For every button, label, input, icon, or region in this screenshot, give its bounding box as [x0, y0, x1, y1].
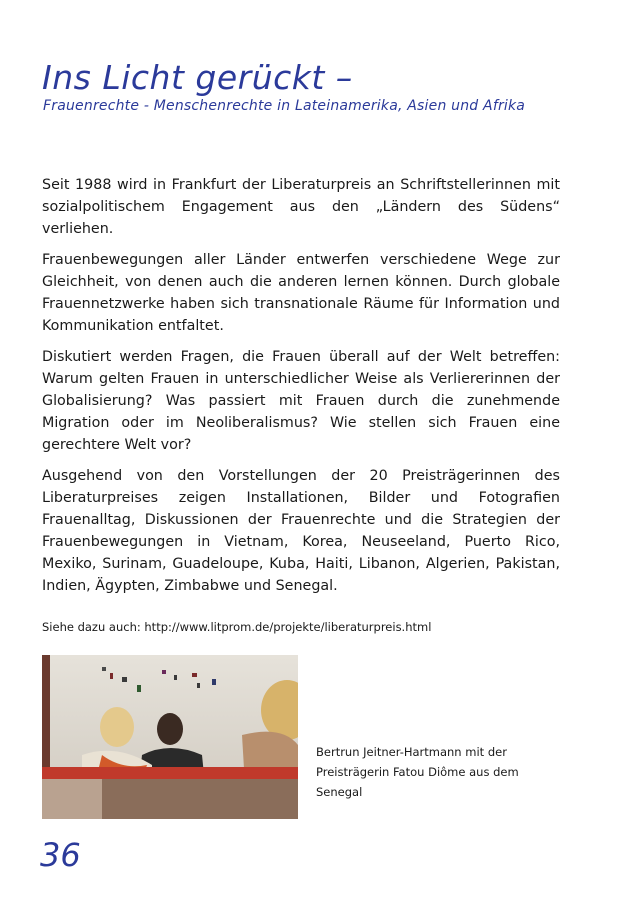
paragraph: Ausgehend von den Vorstellungen der 20 Preisträgerinnen des Liberaturpreises zeigen Installationen, Bilder und Fotografien Frauenalltag, Diskussionen der Frauenrechte und die Strategien der Frauenbewegungen in Vietnam, Korea, Neuseeland, Puerto Rico, Mexiko, Surinam, Guadeloupe, Kuba, Haiti, Libanon, Algerien, Pakistan, Indien, Ägypten, Zimbabwe und Senegal.: [42, 468, 560, 594]
reference-link-note: Siehe dazu auch: http://www.litprom.de/projekte/liberaturpreis.html: [42, 620, 432, 634]
body-text: [42, 174, 560, 606]
paragraph: Seit 1988 wird in Frankfurt der Liberaturpreis an Schriftstellerinnen mit sozialpolitischem Engagement aus den „Ländern des Südens“ verliehen.: [42, 177, 560, 237]
paragraph: Diskutiert werden Fragen, die Frauen überall auf der Welt betreffen: Warum gelten Frauen in unterschiedlicher Weise als Verliererinnen der Globalisierung? Was passiert mit Frauen durch die zunehmende Migration oder im Neoliberalismus? Wie stellen sich Frauen eine gerechtere Welt vor?: [42, 349, 560, 453]
page-number: 36: [40, 836, 81, 874]
photo-illustration: [42, 655, 298, 819]
photo-caption: Bertrun Jeitner-Hartmann mit der Preisträgerin Fatou Diôme aus dem Senegal: [316, 745, 519, 799]
page-subtitle: Frauenrechte - Menschenrechte in Lateinamerika, Asien und Afrika: [43, 98, 526, 114]
event-photo: [42, 655, 298, 819]
paragraph: Frauenbewegungen aller Länder entwerfen verschiedene Wege zur Gleichheit, von denen auch die anderen lernen können. Durch globale Frauennetzwerke haben sich transnationale Räume für Information und Kommunikation entfaltet.: [42, 252, 560, 334]
page-title: Ins Licht gerückt –: [42, 58, 353, 97]
